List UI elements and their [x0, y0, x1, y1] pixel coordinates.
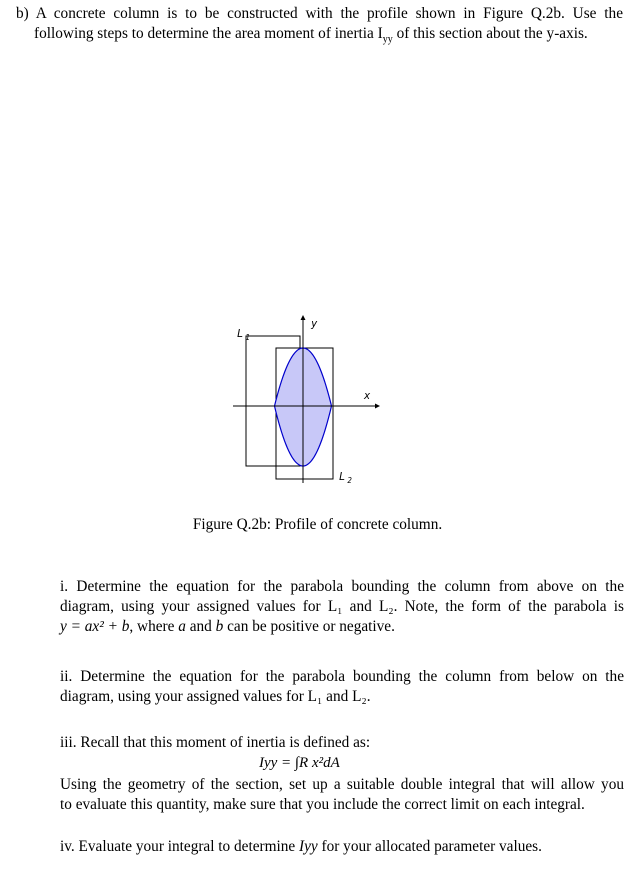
- var-a: a: [178, 618, 186, 635]
- intro-line-2-rest: of this section about the y-axis.: [392, 25, 588, 42]
- intro-line-1: b) A concrete column is to be constructed with the profile shown in Figure Q.2b. Use the: [16, 5, 623, 22]
- label-x: x: [364, 390, 371, 402]
- q1-text-c: can be positive or negative.: [223, 618, 395, 635]
- y-axis-arrow: [301, 315, 306, 320]
- q1-line-1: i. Determine the equation for the parabola bounding the column from above on the: [60, 578, 624, 595]
- q4-var: Iyy: [299, 838, 318, 855]
- question-i: [60, 577, 624, 637]
- intro-line-2: [16, 24, 623, 44]
- q4-text-b: for your allocated parameter values.: [317, 838, 542, 855]
- figure-caption: Figure Q.2b: Profile of concrete column.: [192, 516, 443, 533]
- x-axis-arrow: [375, 404, 380, 409]
- q1-text-b: and: [185, 618, 216, 635]
- intro-subscript: yy: [382, 34, 393, 46]
- question-iv: [60, 837, 624, 857]
- question-iii: [60, 733, 624, 815]
- inertia-equation: Iyy = ∫R x²dA: [259, 755, 340, 771]
- q1-line-2: diagram, using your assigned values for L₁ and L₂. Note, the form of the parabola is: [60, 598, 624, 615]
- q2-line-1: ii. Determine the equation for the parabola bounding the column from below on the: [60, 668, 624, 685]
- label-L1: L $_1$: [237, 328, 250, 342]
- q4-text-a: iv. Evaluate your integral to determine: [60, 838, 299, 855]
- q1-text-a: , where: [129, 618, 179, 635]
- intro-paragraph: [16, 4, 623, 44]
- column-profile-figure: [225, 312, 390, 494]
- q3-line-3: to evaluate this quantity, make sure that you include the correct limit on each integral.: [60, 796, 585, 813]
- label-L2: L $_2$: [339, 471, 352, 485]
- label-y: y: [311, 318, 318, 330]
- var-b: b: [215, 618, 224, 635]
- parabola-equation: y = ax² + b: [60, 618, 130, 635]
- q3-spacer: [60, 753, 624, 775]
- q1-line-3: [60, 617, 624, 637]
- q3-line-2: Using the geometry of the section, set up a suitable double integral that will allow you: [60, 776, 624, 793]
- q2-line-2: diagram, using your assigned values for L₁ and L₂.: [60, 688, 371, 705]
- question-ii: [60, 667, 624, 707]
- intro-line-2-text: following steps to determine the area moment of inertia I: [34, 25, 383, 42]
- q3-line-1: iii. Recall that this moment of inertia is defined as:: [60, 734, 371, 751]
